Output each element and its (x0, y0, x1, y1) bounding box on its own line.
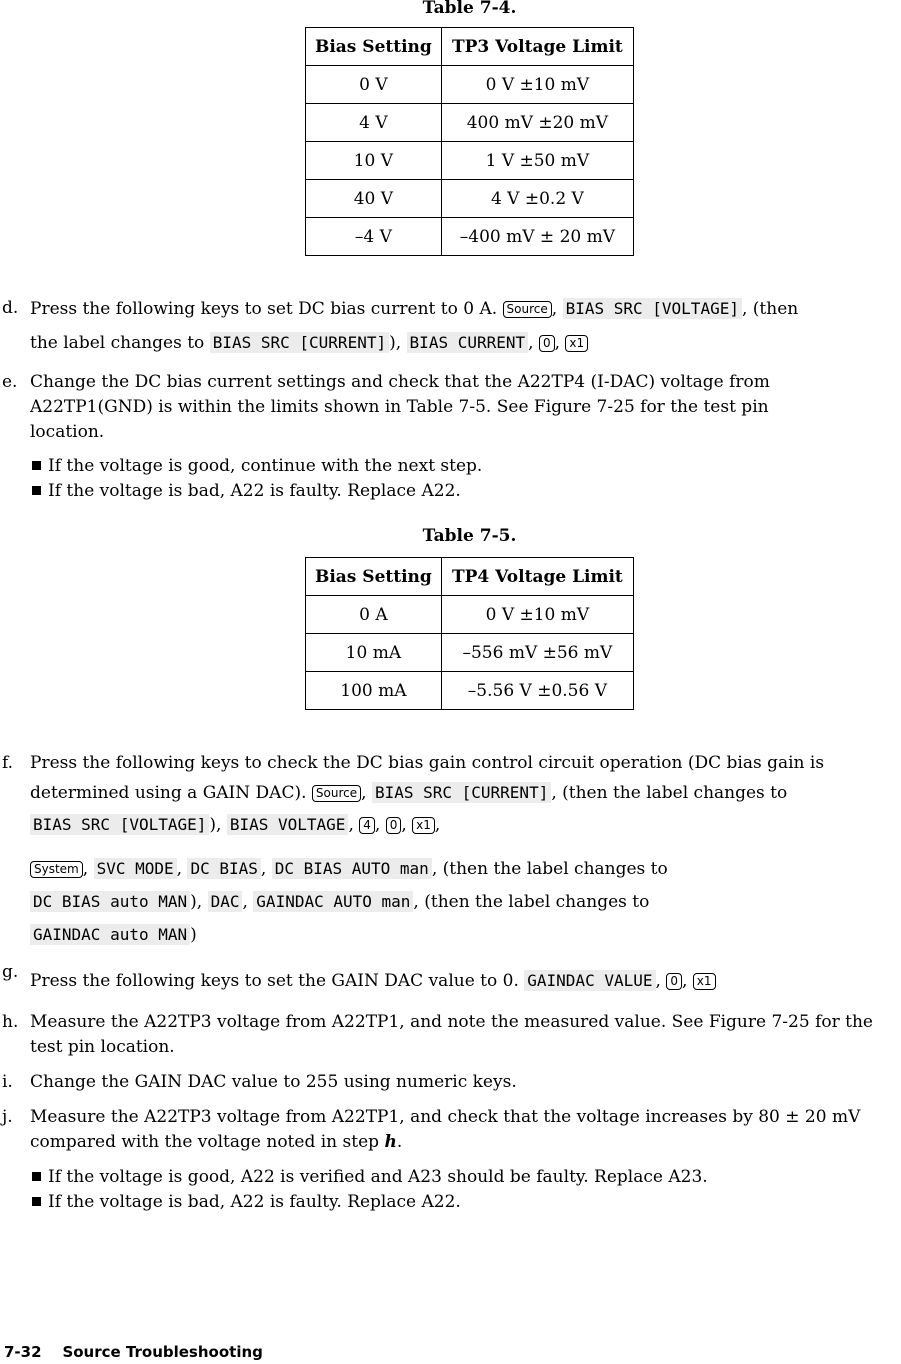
table-cell: 10 mA (306, 634, 442, 672)
table-cell: 4 V (306, 104, 442, 142)
source-key[interactable]: Source (503, 301, 552, 318)
step-d-text: Press the following keys to set DC bias current to 0 A. (30, 299, 498, 319)
bullet-icon (32, 1197, 41, 1206)
table-cell: –556 mV ±56 mV (441, 634, 633, 672)
dac-softkey[interactable]: DAC (208, 891, 243, 912)
table-cell: 4 V ±0.2 V (441, 180, 633, 218)
dc-bias-auto-MAN-softkey[interactable]: DC BIAS auto MAN (30, 891, 190, 912)
table-cell: 40 V (306, 180, 442, 218)
table-cell: 10 V (306, 142, 442, 180)
header-bias-setting: Bias Setting (306, 28, 442, 66)
step-label-j: j. (2, 1107, 13, 1127)
source-key[interactable]: Source (312, 785, 361, 802)
table-cell: 1 V ±50 mV (441, 142, 633, 180)
gaindac-auto-man-softkey[interactable]: GAINDAC AUTO man (253, 891, 413, 912)
bias-voltage-softkey[interactable]: BIAS VOLTAGE (227, 814, 349, 835)
x1-key[interactable]: x1 (412, 817, 435, 834)
zero-key[interactable]: 0 (539, 335, 555, 352)
table-caption: Table 7-4. (422, 0, 517, 18)
step-e-text: Change the DC bias current settings and check that the A22TP4 (I-DAC) voltage from A22TP1(GND) is within the limits shown in Table 7-5. See Figure 7-25 for the test pin location. (30, 372, 770, 442)
table-cell: –400 mV ± 20 mV (441, 218, 633, 256)
bias-src-current-softkey[interactable]: BIAS SRC [CURRENT] (210, 332, 389, 353)
step-j-paragraph: Measure the A22TP3 voltage from A22TP1, and check that the voltage increases by 80 ± 20 mV compared with the voltage noted in step h. (30, 1107, 861, 1152)
dc-bias-auto-man-softkey[interactable]: DC BIAS AUTO man (272, 858, 432, 879)
table-row (306, 142, 634, 180)
table-cell: 400 mV ±20 mV (441, 104, 633, 142)
table-cell: 100 mA (306, 672, 442, 710)
table-cell: 0 V (306, 66, 442, 104)
bias-current-softkey[interactable]: BIAS CURRENT (407, 332, 529, 353)
step-f-text: , (then the label changes to (413, 892, 650, 912)
table-header-row (306, 28, 634, 66)
step-f-line6: GAINDAC auto MAN ) (30, 922, 197, 948)
step-label-h: h. (2, 1012, 19, 1032)
table-row (306, 634, 634, 672)
system-key[interactable]: System (30, 861, 83, 878)
step-d-line2: the label changes to BIAS SRC [CURRENT] ), BIAS CURRENT , 0 , x1 (30, 330, 588, 356)
step-g-text: Press the following keys to set the GAIN DAC value to 0. (30, 971, 519, 991)
bias-src-voltage-softkey[interactable]: BIAS SRC [VOLTAGE] (30, 814, 209, 835)
bias-voltage-table (305, 27, 634, 256)
step-d-line1: Press the following keys to set DC bias current to 0 A. Source , BIAS SRC [VOLTAGE] , (then (30, 299, 799, 319)
step-g-line: Press the following keys to set the GAIN DAC value to 0. GAINDAC VALUE , 0 , x1 (30, 968, 716, 994)
four-key[interactable]: 4 (359, 817, 375, 834)
step-label-e: e. (2, 372, 18, 392)
zero-key[interactable]: 0 (386, 817, 402, 834)
table-header-row (306, 558, 634, 596)
section-title: Source Troubleshooting (62, 1343, 263, 1361)
step-i-text: Change the GAIN DAC value to 255 using numeric keys. (30, 1072, 517, 1092)
table-row (306, 218, 634, 256)
step-j-text: Measure the A22TP3 voltage from A22TP1, and check that the voltage increases by 80 ± 20 mV compared with the voltage noted in step (30, 1107, 861, 1152)
bias-current-table (305, 557, 634, 710)
table-cell: 0 V ±10 mV (441, 596, 633, 634)
x1-key[interactable]: x1 (565, 335, 588, 352)
step-d-text: the label changes to (30, 333, 205, 353)
page-footer (4, 1343, 263, 1361)
table-cell: –5.56 V ±0.56 V (441, 672, 633, 710)
step-reference: h (384, 1132, 397, 1152)
table-row (306, 672, 634, 710)
step-f-text: determined using a GAIN DAC). (30, 783, 307, 803)
step-f-line5: DC BIAS auto MAN ), DAC , GAINDAC AUTO man , (then the label changes to (30, 889, 649, 915)
list-item: If the voltage is good, A22 is verified and A23 should be faulty. Replace A23. (32, 1165, 708, 1189)
step-f-text: , (then the label changes to (551, 783, 788, 803)
bias-src-current-softkey[interactable]: BIAS SRC [CURRENT] (372, 782, 551, 803)
table-row (306, 104, 634, 142)
step-d-text: , (then (741, 299, 799, 319)
svc-mode-softkey[interactable]: SVC MODE (94, 858, 177, 879)
list-item: If the voltage is good, continue with the next step. (32, 454, 482, 478)
table-row (306, 180, 634, 218)
table-row (306, 596, 634, 634)
step-label-d: d. (2, 298, 19, 318)
list-item: If the voltage is bad, A22 is faulty. Replace A22. (32, 1190, 461, 1214)
step-f-line3: BIAS SRC [VOLTAGE] ), BIAS VOLTAGE , 4 , 0 , x1 , (30, 812, 440, 838)
table-cell: 0 A (306, 596, 442, 634)
step-h-text: Measure the A22TP3 voltage from A22TP1, and note the measured value. See Figure 7-25 for the test pin location. (30, 1012, 873, 1057)
bullet-icon (32, 461, 41, 470)
gaindac-value-softkey[interactable]: GAINDAC VALUE (524, 970, 655, 991)
step-label-f: f. (2, 753, 14, 773)
step-f-text: , (then the label changes to (431, 859, 668, 879)
bullet-icon (32, 486, 41, 495)
step-label-g: g. (2, 962, 19, 982)
step-f-line1: Press the following keys to check the DC bias gain control circuit operation (DC bias gain is (30, 753, 825, 773)
header-bias-setting: Bias Setting (306, 558, 442, 596)
header-tp4-voltage-limit: TP4 Voltage Limit (441, 558, 633, 596)
header-tp3-voltage-limit: TP3 Voltage Limit (441, 28, 633, 66)
table-cell: 0 V ±10 mV (441, 66, 633, 104)
table-cell: –4 V (306, 218, 442, 256)
gaindac-auto-MAN-softkey[interactable]: GAINDAC auto MAN (30, 924, 190, 945)
dc-bias-softkey[interactable]: DC BIAS (187, 858, 260, 879)
bullet-icon (32, 1172, 41, 1181)
x1-key[interactable]: x1 (693, 973, 716, 990)
step-f-line4: System , SVC MODE , DC BIAS , DC BIAS AUTO man , (then the label changes to (30, 856, 668, 882)
table-caption: Table 7-5. (422, 526, 517, 546)
list-item: If the voltage is bad, A22 is faulty. Replace A22. (32, 479, 461, 503)
step-label-i: i. (2, 1072, 13, 1092)
zero-key[interactable]: 0 (666, 973, 682, 990)
bias-src-voltage-softkey[interactable]: BIAS SRC [VOLTAGE] (563, 298, 742, 319)
table-row (306, 66, 634, 104)
step-f-line2: determined using a GAIN DAC). Source , BIAS SRC [CURRENT] , (then the label changes to (30, 783, 788, 803)
page-number: 7-32 (4, 1343, 42, 1361)
